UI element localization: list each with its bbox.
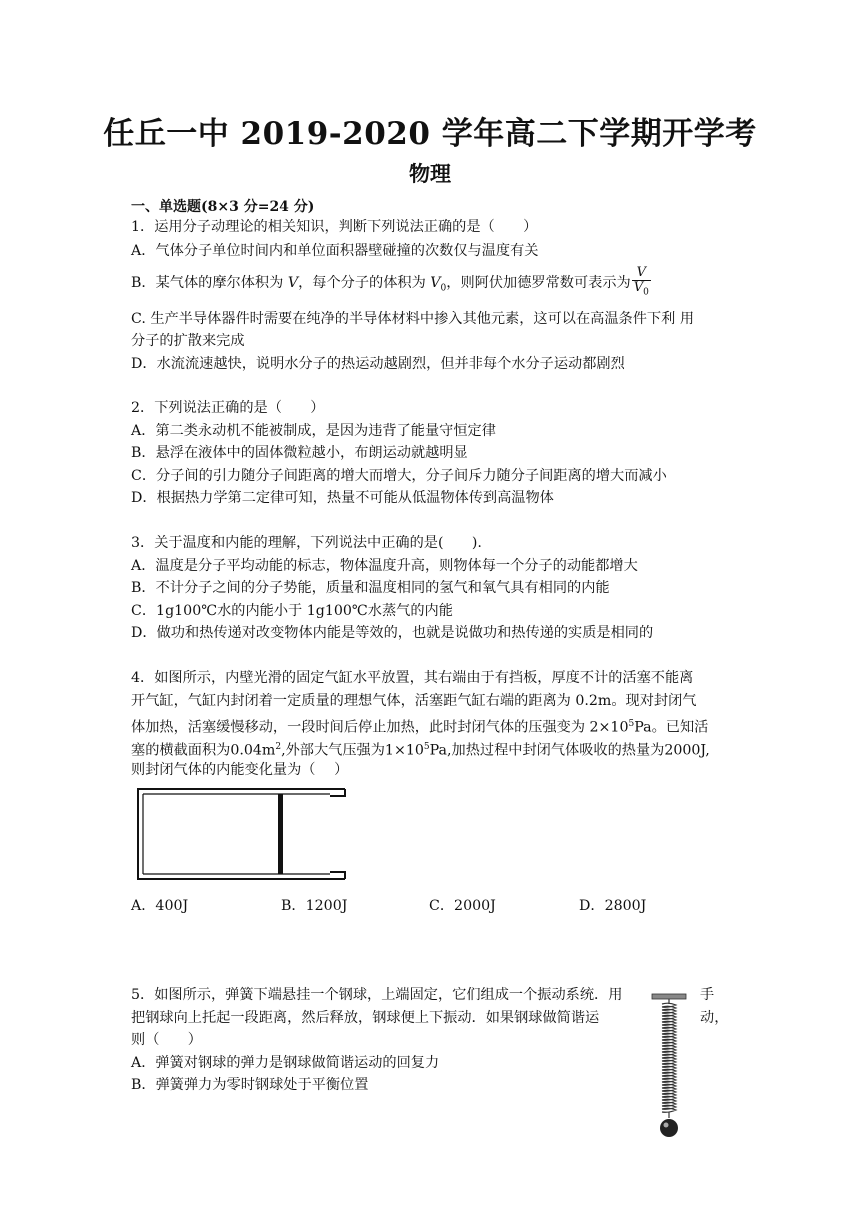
q4-line1: 4．如图所示，内壁光滑的固定气缸水平放置，其右端由于有挡板，厚度不计的活塞不能离 xyxy=(131,670,694,686)
q1-option-a: A．气体分子单位时间内和单位面积器壁碰撞的次数仅与温度有关 xyxy=(131,243,539,259)
q4-option-c: C．2000J xyxy=(429,898,496,914)
ceiling-support xyxy=(652,994,686,999)
q5-line3: 则（ ） xyxy=(131,1032,202,1048)
q5-line2-end: 动， xyxy=(700,1010,729,1026)
q1-stem: 1．运用分子动理论的相关知识，判断下列说法正确的是（ ） xyxy=(131,219,538,235)
gas-cylinder-diagram xyxy=(130,784,355,884)
q1-option-d: D．水流流速越快，说明水分子的热运动越剧烈，但并非每个水分子运动都剧烈 xyxy=(131,356,625,372)
q2-option-b: B．悬浮在液体中的固体微粒越小，布朗运动就越明显 xyxy=(131,445,468,461)
q2-option-c: C．分子间的引力随分子间距离的增大而增大，分子间斥力随分子间距离的增大而减小 xyxy=(131,468,667,484)
q4-option-d: D．2800J xyxy=(579,898,647,914)
q4-line4: 塞的横截面积为$0.04m^2$,外部大气压强为$1\times 10^5Pa$,加热过程中封闭气体吸收的热量为2000J, xyxy=(131,742,710,759)
q2-stem: 2．下列说法正确的是（ ） xyxy=(131,400,325,416)
fraction-v-over-v0: $\frac{V}{V_0}$ xyxy=(633,265,649,298)
q1-option-b: B．某气体的摩尔体积为 V，每个分子的体积为 $V_0$，则阿伏加德罗常数可表示为 $\frac{V}{V_0}$ xyxy=(131,265,649,298)
spring-ball-diagram xyxy=(650,988,690,1140)
q4-option-b: B．1200J xyxy=(281,898,348,914)
q2-option-d: D．根据热力学第二定律可知，热量不可能从低温物体传到高温物体 xyxy=(131,490,554,506)
q4-option-a: A．400J xyxy=(131,898,189,914)
q5-option-a: A．弹簧对钢球的弹力是钢球做简谐运动的回复力 xyxy=(131,1055,440,1071)
q2-option-a: A．第二类永动机不能被制成，是因为违背了能量守恒定律 xyxy=(131,423,496,439)
q3-option-d: D．做功和热传递对改变物体内能是等效的，也就是说做功和热传递的实质是相同的 xyxy=(131,625,654,641)
q1-option-c-line2: 分子的扩散来完成 xyxy=(131,333,245,349)
q3-option-a: A．温度是分子平均动能的标志，物体温度升高，则物体每一个分子的动能都增大 xyxy=(131,558,638,574)
q3-stem: 3．关于温度和内能的理解，下列说法中正确的是( ). xyxy=(131,535,482,551)
q4-line2: 开气缸，气缸内封闭着一定质量的理想气体，活塞距气缸右端的距离为 0.2m。现对封闭气 xyxy=(131,693,697,709)
piston xyxy=(278,794,283,874)
section-heading: 一、单选题(8×3 分=24 分) xyxy=(131,199,315,215)
q5-option-b: B．弹簧弹力为零时钢球处于平衡位置 xyxy=(131,1077,369,1093)
subject-title: 物理 xyxy=(409,161,451,186)
steel-ball xyxy=(660,1119,678,1137)
q1-option-c-line1: C. 生产半导体器件时需要在纯净的半导体材料中掺入其他元素，这可以在高温条件下利 用 xyxy=(131,311,695,327)
q3-option-b: B．不计分子之间的分子势能，质量和温度相同的氢气和氧气具有相同的内能 xyxy=(131,580,610,596)
q5-line1: 5．如图所示，弹簧下端悬挂一个钢球，上端固定，它们组成一个振动系统．用 xyxy=(131,987,623,1003)
q4-line5: 则封闭气体的内能变化量为（ ） xyxy=(131,762,349,778)
q5-line1-end: 手 xyxy=(700,987,715,1003)
q3-option-c: C．1g100℃水的内能小于 1g100℃水蒸气的内能 xyxy=(131,603,453,619)
q4-line3: 体加热，活塞缓慢移动，一段时间后停止加热，此时封闭气体的压强变为 $2\times 10^5Pa$。已知活 xyxy=(131,719,709,736)
page-title: 任丘一中 2019-2020 学年高二下学期开学考 xyxy=(103,116,757,152)
q5-line2: 把钢球向上托起一段距离，然后释放，钢球便上下振动．如果钢球做简谐运 xyxy=(131,1010,600,1026)
spring-coil xyxy=(662,999,676,1112)
